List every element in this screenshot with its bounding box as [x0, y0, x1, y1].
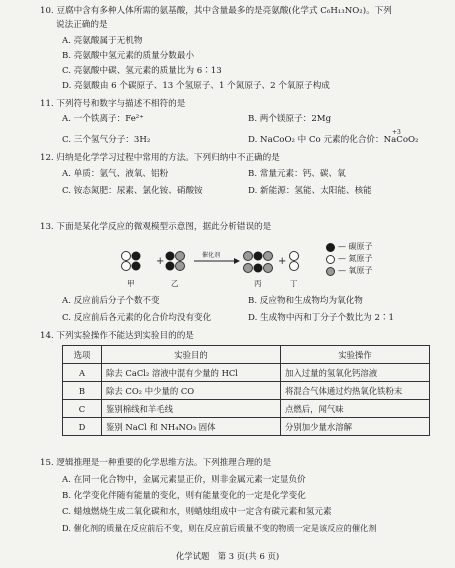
header-option: 选项 — [63, 346, 102, 364]
q10-option-b: B. 亮氨酸中氢元素的质量分数最小 — [62, 51, 195, 61]
q15-option-a: A. 在同一化合物中，金属元素显正价，则非金属元素一定显负价 — [62, 475, 306, 485]
q11-option-b: B. 两个镁原子：2Mg — [248, 114, 332, 124]
q13-option-a: A. 反应前后分子个数不变 — [62, 296, 160, 306]
table-row: D 鉴别 NaCl 和 NH₄NO₃ 固体 分别加少量水溶解 — [63, 418, 430, 436]
q10-option-a: A. 亮氨酸属于无机物 — [62, 36, 143, 46]
q10-option-c: C. 亮氨酸中碳、氢元素的质量比为 6∶13 — [62, 66, 222, 76]
q12-option-c: C. 铵态氮肥：尿素、氯化铵、硝酸铵 — [62, 186, 203, 196]
atom-legend — [326, 241, 373, 277]
molecule-ding — [290, 252, 299, 271]
molecule-jia — [122, 252, 141, 271]
molecule-yi — [166, 252, 185, 271]
q15-stem: 15. 逻辑推理是一种重要的化学思维方法。下列推理合理的是 — [40, 458, 272, 468]
table-row: A 除去 CaCl₂ 溶液中混有少量的 HCl 加入过量的氢氧化钙溶液 — [63, 364, 430, 382]
label-ding: 丁 — [290, 279, 298, 288]
q10-option-d: D. 亮氨酸由 6 个碳原子、13 个氢原子、1 个氮原子、2 个氧原子构成 — [62, 81, 330, 91]
nitrogen-atom-icon — [326, 255, 335, 264]
header-purpose: 实验目的 — [102, 346, 281, 364]
carbon-atom-icon — [326, 243, 335, 252]
q11-option-a: A. 一个铁离子：Fe²⁺ — [62, 114, 144, 124]
q11-option-d: D. NaCoO₂ 中 Co 元素的化合价：NaCoO₂ — [248, 135, 419, 145]
header-operation: 实验操作 — [281, 346, 430, 364]
q13-option-b: B. 反应物和生成物均为氧化物 — [248, 296, 363, 306]
q12-stem: 12. 归纳是化学学习过程中常用的方法。下列归纳中不正确的是 — [40, 153, 280, 163]
molecule-bing — [244, 252, 273, 273]
q11-valence-mark: +3 — [392, 129, 401, 136]
q14-table — [62, 345, 430, 436]
q13-option-d: D. 生成物中丙和丁分子个数比为 2∶1 — [248, 313, 395, 323]
q15-option-c: C. 蜡烛燃烧生成二氧化碳和水，则蜡烛组成中一定含有碳元素和氢元素 — [62, 507, 332, 517]
label-yi: 乙 — [171, 279, 179, 288]
page-footer: 化学试题 第 3 页(共 6 页) — [175, 551, 280, 561]
legend-carbon: — 碳原子 — [326, 241, 373, 253]
q13-option-c: C. 反应前后各元素的化合价均没有变化 — [62, 313, 212, 323]
q12-option-a: A. 单质：氩气、液氧、铝粉 — [62, 169, 169, 179]
catalyst-label: 催化剂 — [202, 252, 221, 259]
q10-stem-line1: 10. 豆腐中含有多种人体所需的氨基酸，其中含量最多的是亮氨酸(化学式 C₆H₁₃NO₂)。下列 — [40, 6, 392, 16]
q15-option-d: D. 催化剂的质量在反应前后不变，则在反应前后质量不变的物质一定是该反应的催化剂 — [62, 523, 377, 533]
label-bing: 丙 — [254, 279, 262, 288]
table-row: B 除去 CO₂ 中少量的 CO 将混合气体通过灼热氧化铁粉末 — [63, 382, 430, 400]
q14-stem: 14. 下列实验操作不能达到实验目的的是 — [40, 331, 194, 341]
q11-stem: 11. 下列符号和数字与描述不相符的是 — [40, 99, 186, 109]
oxygen-atom-icon — [326, 267, 335, 276]
q15-option-b: B. 化学变化伴随有能量的变化，则有能量变化的一定是化学变化 — [62, 491, 306, 501]
svg-text:+: + — [278, 256, 287, 267]
table-header-row — [63, 346, 430, 364]
svg-text:+: + — [156, 256, 165, 267]
q13-stem: 13. 下面是某化学反应的微观模型示意图，据此分析错误的是 — [40, 222, 272, 232]
q12-option-b: B. 常量元素：钙、碳、氧 — [248, 169, 346, 179]
legend-oxygen: — 氧原子 — [326, 265, 373, 277]
table-row: C 鉴别棉线和羊毛线 点燃后，闻气味 — [63, 400, 430, 418]
q10-stem-line2: 说法正确的是 — [56, 20, 108, 30]
label-jia: 甲 — [127, 279, 135, 288]
legend-nitrogen: — 氮原子 — [326, 253, 373, 265]
q12-option-d: D. 新能源：氢能、太阳能、核能 — [248, 186, 372, 196]
q11-option-c: C. 三个氢气分子：3H₂ — [62, 135, 151, 145]
